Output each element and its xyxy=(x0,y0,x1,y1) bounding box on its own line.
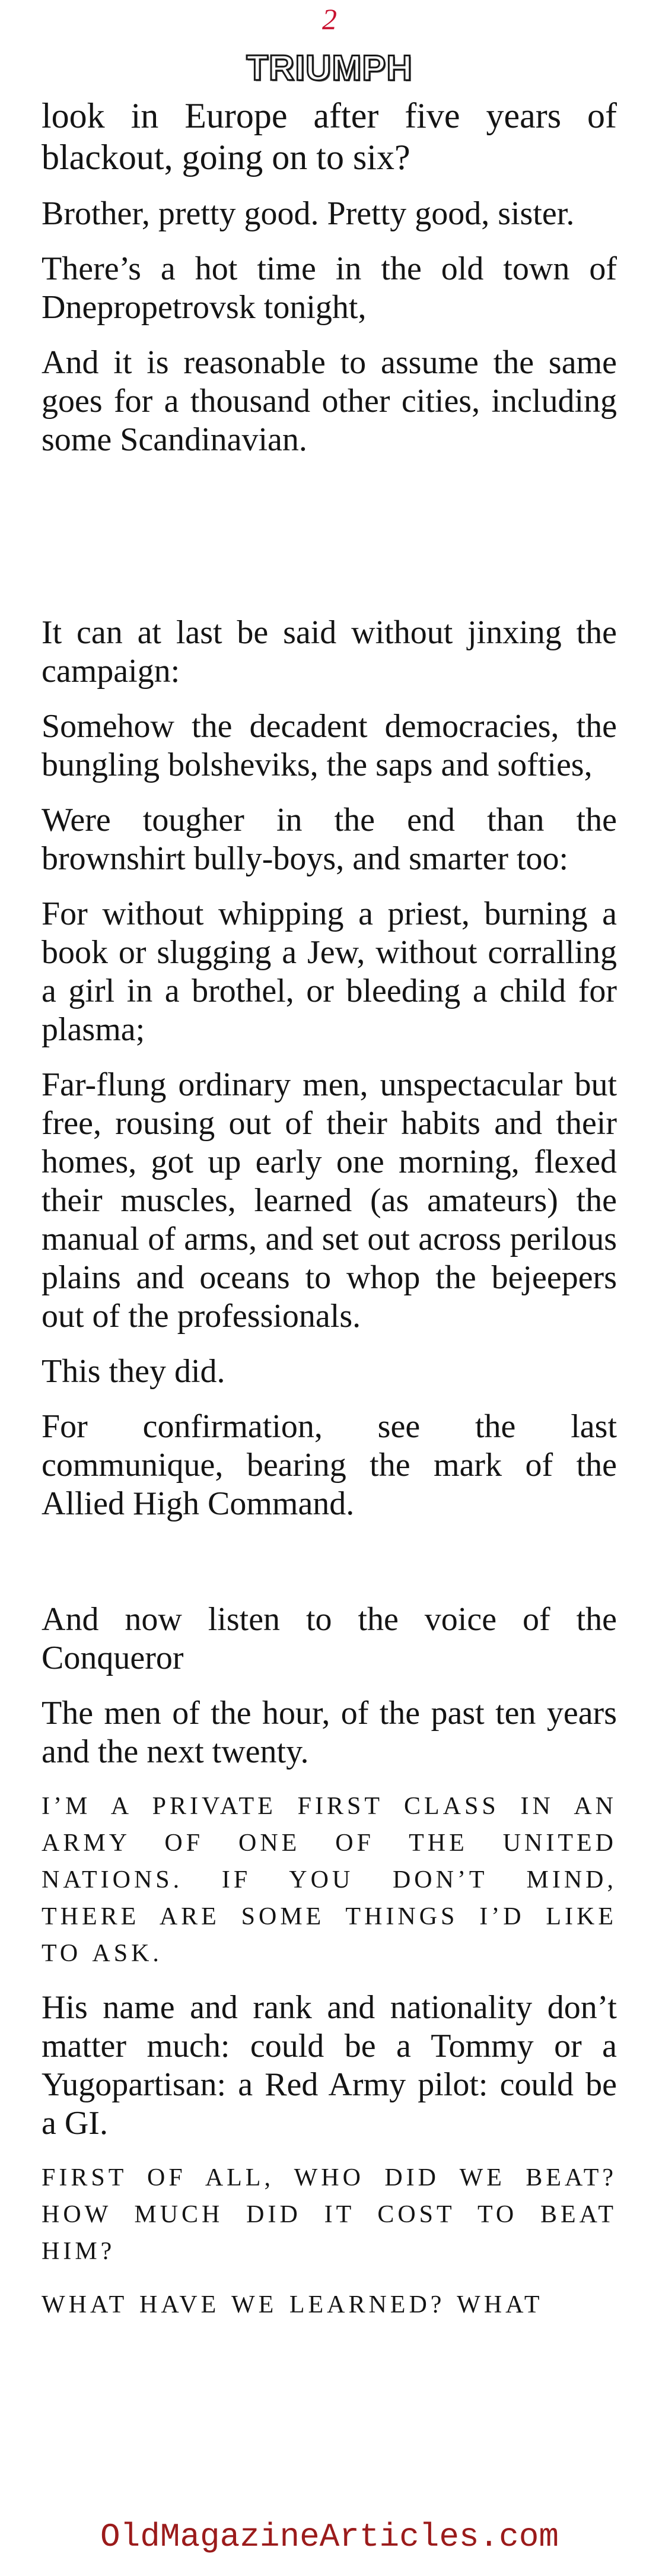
paragraph: For without whipping a priest, burning a book or slugging a Jew, without corralling a girl in a brothel, or bleeding a child for plasma; xyxy=(42,895,617,1048)
paragraph: It can at last be said without jinxing the campaign: xyxy=(42,614,617,690)
paragraph: And it is reasonable to assume the same goes for a thousand other cities, including some Scandinavian. xyxy=(42,344,617,458)
site-watermark: OldMagazineArticles.com xyxy=(100,2518,559,2556)
article-title: TRIUMPH xyxy=(246,48,413,88)
paragraph: For confirmation, see the last communique, bearing the mark of the Allied High Command. xyxy=(42,1408,617,1522)
paragraph: look in Europe after five years of blackout, going on to six? xyxy=(42,96,617,177)
paragraph: Brother, pretty good. Pretty good, sister. xyxy=(42,195,575,232)
small-caps-paragraph: FIRST OF ALL, WHO DID WE BEAT? HOW MUCH DID IT COST TO BEAT HIM? xyxy=(42,2164,617,2265)
paragraph: There’s a hot time in the old town of Dnepropetrovsk tonight, xyxy=(42,250,617,326)
paragraph: His name and rank and nationality don’t matter much: could be a Tommy or a Yugopartisan: a Red Army pilot: could be a GI. xyxy=(42,1989,617,2142)
paragraph: Far-flung ordinary men, unspectacular but free, rousing out of their habits and their homes, got up early one morning, flexed their muscles, learned (as amateurs) the manual of arms, and set out across perilous plains and oceans to whop the bejeepers out of the professionals. xyxy=(42,1066,617,1335)
paragraph: Somehow the decadent democracies, the bungling bolsheviks, the saps and softies, xyxy=(42,708,617,783)
lead-paragraph-block xyxy=(42,95,617,178)
article-body xyxy=(42,95,617,2323)
small-caps-paragraph: I’M A PRIVATE FIRST CLASS IN AN ARMY OF ONE OF THE UNITED NATIONS. IF YOU DON’T MIND, THERE ARE SOME THINGS I’D LIKE TO ASK. xyxy=(42,1793,617,1967)
page-number: 2 xyxy=(322,2,337,36)
paragraph: This they did. xyxy=(42,1353,225,1390)
paragraph: The men of the hour, of the past ten years and the next twenty. xyxy=(42,1695,617,1770)
paragraph: Were tougher in the end than the brownshirt bully-boys, and smarter too: xyxy=(42,802,617,877)
paragraph: And now listen to the voice of the Conqueror xyxy=(42,1601,617,1676)
small-caps-paragraph: WHAT HAVE WE LEARNED? WHAT xyxy=(42,2291,543,2318)
